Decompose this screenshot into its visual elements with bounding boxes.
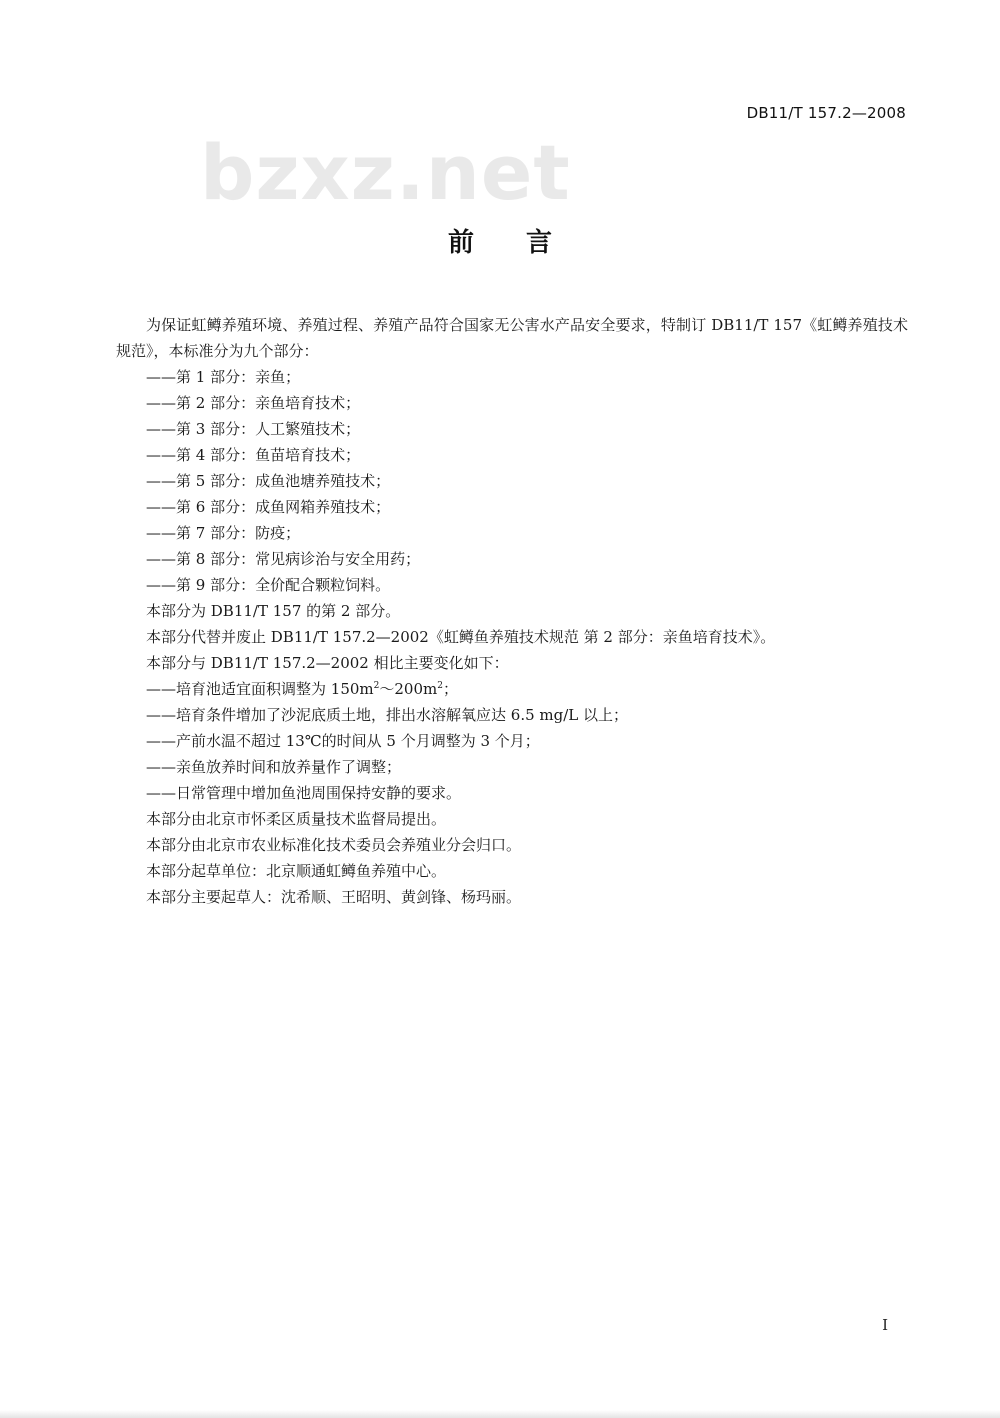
change-area-mid: ～200m <box>379 680 438 698</box>
list-item: ——第 7 部分：防疫； <box>146 524 301 542</box>
list-item: ——第 9 部分：全价配合颗粒饲料。 <box>146 576 391 594</box>
watermark: bzxz.net <box>200 128 571 217</box>
closing-drafting-unit: 本部分起草单位：北京顺通虹鳟鱼养殖中心。 <box>146 862 447 880</box>
list-item: ——第 8 部分：常见病诊治与安全用药； <box>146 550 421 568</box>
statement-replace: 本部分代替并废止 DB11/T 157.2—2002《虹鳟鱼养殖技术规范 第 2 部分：亲鱼培育技术》。 <box>146 628 776 646</box>
closing-proposer: 本部分由北京市怀柔区质量技术监督局提出。 <box>146 810 447 828</box>
list-item: ——第 1 部分：亲鱼； <box>146 368 301 386</box>
list-item: ——第 2 部分：亲鱼培育技术； <box>146 394 361 412</box>
list-item: ——培育条件增加了沙泥底质土地，排出水溶解氧应达 6.5 mg/L 以上； <box>146 706 629 724</box>
superscript: 2 <box>437 681 443 691</box>
statement-changes: 本部分与 DB11/T 157.2—2002 相比主要变化如下： <box>146 654 509 672</box>
list-item: ——第 5 部分：成鱼池塘养殖技术； <box>146 472 391 490</box>
list-item: ——亲鱼放养时间和放养量作了调整； <box>146 758 402 776</box>
closing-drafters: 本部分主要起草人：沈希顺、王昭明、黄剑锋、杨玛丽。 <box>146 888 522 906</box>
parts-list <box>116 364 908 598</box>
statement-part: 本部分为 DB11/T 157 的第 2 部分。 <box>146 602 401 620</box>
page-number: I <box>882 1316 888 1334</box>
page-edge-shadow <box>0 1410 1000 1418</box>
page-title: 前言 <box>447 228 604 258</box>
list-item: ——第 3 部分：人工繁殖技术； <box>146 420 361 438</box>
superscript: 2 <box>373 681 380 691</box>
foreword-body <box>116 312 908 910</box>
change-area-end: ； <box>442 680 458 698</box>
list-item: ——产前水温不超过 13℃的时间从 5 个月调整为 3 个月； <box>146 732 540 750</box>
changes-list <box>116 676 908 806</box>
list-item: ——第 4 部分：鱼苗培育技术； <box>146 446 361 464</box>
closing-centralized: 本部分由北京市农业标准化技术委员会养殖业分会归口。 <box>146 836 522 854</box>
document-code: DB11/T 157.2—2008 <box>746 104 906 122</box>
intro-paragraph: 为保证虹鳟养殖环境、养殖过程、养殖产品符合国家无公害水产品安全要求，特制订 DB11/T 157《虹鳟养殖技术规范》，本标准分为九个部分： <box>116 316 908 360</box>
list-item: ——日常管理中增加鱼池周围保持安静的要求。 <box>146 784 462 802</box>
change-area-prefix: ——培育池适宜面积调整为 150m <box>146 680 374 698</box>
change-item-area <box>116 676 908 702</box>
list-item: ——第 6 部分：成鱼网箱养殖技术； <box>146 498 391 516</box>
